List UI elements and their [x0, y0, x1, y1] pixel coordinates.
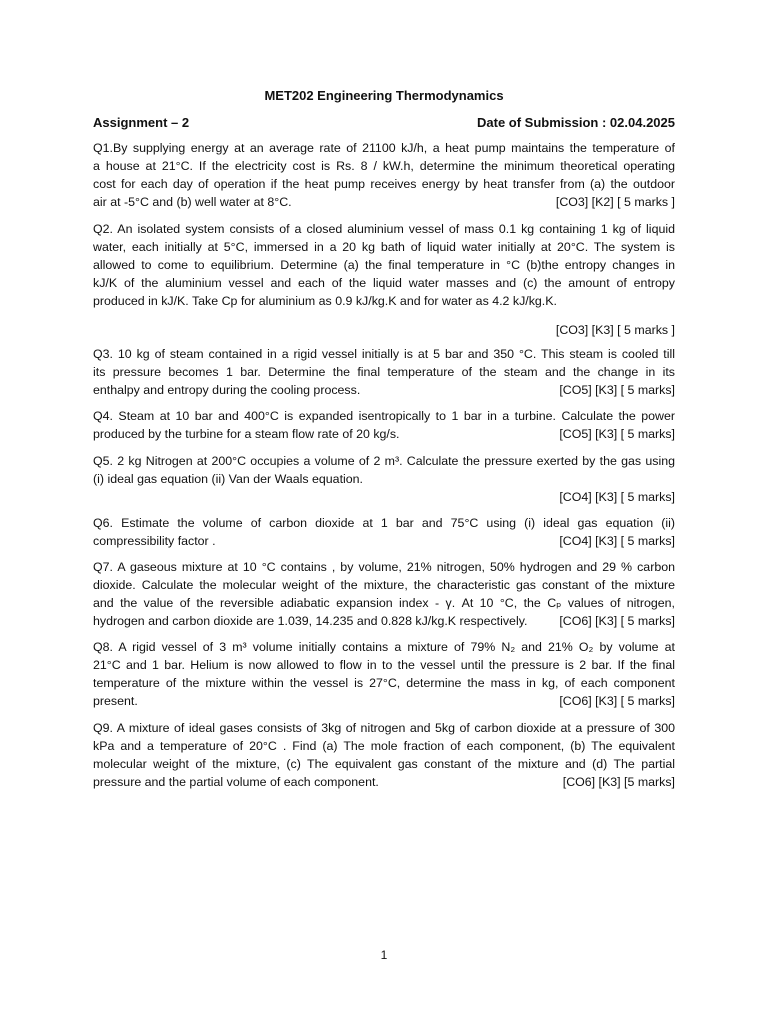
q7-line-1: Q7. A gaseous mixture at 10 °C contains , by volume, 21% nitrogen, 50% hydrogen and 29 % carbon	[93, 560, 675, 574]
q8-line-4-text: present.	[93, 694, 138, 708]
q7-line-3: and the value of the reversible adiabatic expansion index - γ. At 10 °C, the Cₚ values of nitrogen,	[93, 596, 675, 610]
course-title: MET202 Engineering Thermodynamics	[264, 88, 504, 103]
submission-date: 02.04.2025	[609, 115, 675, 130]
q3-line-3	[93, 381, 675, 399]
q8-line-3: temperature of the mixture within the vessel is 27°C, determine the mass in kg, of each component	[93, 676, 675, 690]
q4-line-2-text: produced by the turbine for a steam flow rate of 20 kg/s.	[93, 427, 400, 441]
q5-marks: [CO4] [K3] [ 5 marks]	[559, 490, 675, 504]
q1-line-4-text: air at -5°C and (b) well water at 8°C.	[93, 195, 292, 209]
q3-marks: [CO5] [K3] [ 5 marks]	[559, 383, 675, 397]
q4-line-1: Q4. Steam at 10 bar and 400°C is expanded isentropically to 1 bar in a turbine. Calculate the power	[93, 409, 675, 423]
q9-line-4-text: pressure and the partial volume of each component.	[93, 775, 379, 789]
q4-line-2	[93, 425, 675, 443]
q3-line-2: its pressure becomes 1 bar. Determine the final temperature of the steam and the change in its	[93, 365, 675, 379]
question-1	[93, 139, 675, 211]
q7-line-2: dioxide. Calculate the molecular weight of the mixture, the characteristic gas constant of the mixture	[93, 578, 675, 592]
q2-line-4: kJ/K of the aluminium vessel and each of the liquid water masses and (c) the amount of entropy	[93, 276, 675, 290]
question-4	[93, 407, 675, 443]
q9-line-3: molecular weight of the mixture, (c) The equivalent gas constant of the mixture and (d) The partial	[93, 757, 675, 771]
assignment-label: Assignment – 2	[93, 115, 190, 130]
q2-line-3: allowed to come to equilibrium. Determine (a) the final temperature in °C (b)the entropy changes in	[93, 258, 675, 272]
q6-line-1: Q6. Estimate the volume of carbon dioxide at 1 bar and 75°C using (i) ideal gas equation (ii)	[93, 516, 675, 530]
q9-marks: [CO6] [K3] [5 marks]	[562, 775, 675, 789]
submission-label: Date of Submission :	[477, 115, 610, 130]
question-9	[93, 719, 675, 791]
q3-line-1: Q3. 10 kg of steam contained in a rigid vessel initially is at 5 bar and 350 °C. This steam is cooled till	[93, 347, 675, 361]
q2-line-1: Q2. An isolated system consists of a closed aluminium vessel of mass 0.1 kg containing 1 kg of liquid	[93, 222, 675, 236]
q8-marks: [CO6] [K3] [ 5 marks]	[559, 694, 675, 708]
q6-marks: [CO4] [K3] [ 5 marks]	[559, 534, 675, 548]
q8-line-1: Q8. A rigid vessel of 3 m³ volume initially contains a mixture of 79% N₂ and 21% O₂ by volume at	[93, 640, 675, 654]
q9-line-2: kPa and a temperature of 20°C . Find (a) The mole fraction of each component, (b) The equivalent	[93, 739, 675, 753]
q9-line-1: Q9. A mixture of ideal gases consists of 3kg of nitrogen and 5kg of carbon dioxide at a pressure of 300	[93, 721, 675, 735]
q2-line-2: water, each initially at 5°C, immersed in a 20 kg bath of liquid water initially at 20°C. The system is	[93, 240, 675, 254]
q2-line-5: produced in kJ/K. Take Cp for aluminium as 0.9 kJ/kg.K and for water as 4.2 kJ/kg.K.	[93, 294, 557, 308]
q3-line-3-text: enthalpy and entropy during the cooling process.	[93, 383, 361, 397]
q6-line-2-text: compressibility factor .	[93, 534, 216, 548]
q8-line-2: 21°C and 1 bar. Helium is now allowed to flow in to the vessel until the pressure is 2 bar. If the final	[93, 658, 675, 672]
question-3	[93, 345, 675, 399]
q6-line-2	[93, 532, 675, 550]
q1-line-3: cost for each day of operation if the heat pump receives energy by heat transfer from (a) the outdoor	[93, 177, 675, 191]
page-number: 1	[380, 948, 388, 962]
q8-line-4	[93, 692, 675, 710]
q5-line-2: (i) ideal gas equation (ii) Van der Waals equation.	[93, 472, 363, 486]
question-8	[93, 638, 675, 710]
q2-marks: [CO3] [K3] [ 5 marks ]	[555, 323, 675, 337]
q1-line-2: a house at 21°C. If the electricity cost is Rs. 8 / kW.h, determine the minimum theoretical operating	[93, 159, 675, 173]
q7-marks: [CO6] [K3] [ 5 marks]	[559, 614, 675, 628]
question-7	[93, 558, 675, 630]
q9-line-4	[93, 773, 675, 791]
submission-date-block	[477, 115, 675, 130]
q1-marks: [CO3] [K2] [ 5 marks ]	[555, 195, 675, 209]
question-5	[93, 452, 675, 506]
q7-line-4	[93, 612, 675, 630]
q7-line-4-text: hydrogen and carbon dioxide are 1.039, 14.235 and 0.828 kJ/kg.K respectively.	[93, 614, 528, 628]
q5-line-1: Q5. 2 kg Nitrogen at 200°C occupies a volume of 2 m³. Calculate the pressure exerted by the gas using	[93, 454, 675, 468]
question-2	[93, 220, 675, 339]
question-6	[93, 514, 675, 550]
q1-line-4	[93, 193, 675, 211]
q4-marks: [CO5] [K3] [ 5 marks]	[559, 427, 675, 441]
q1-line-1: Q1.By supplying energy at an average rate of 21100 kJ/h, a heat pump maintains the temperature of	[93, 141, 675, 155]
